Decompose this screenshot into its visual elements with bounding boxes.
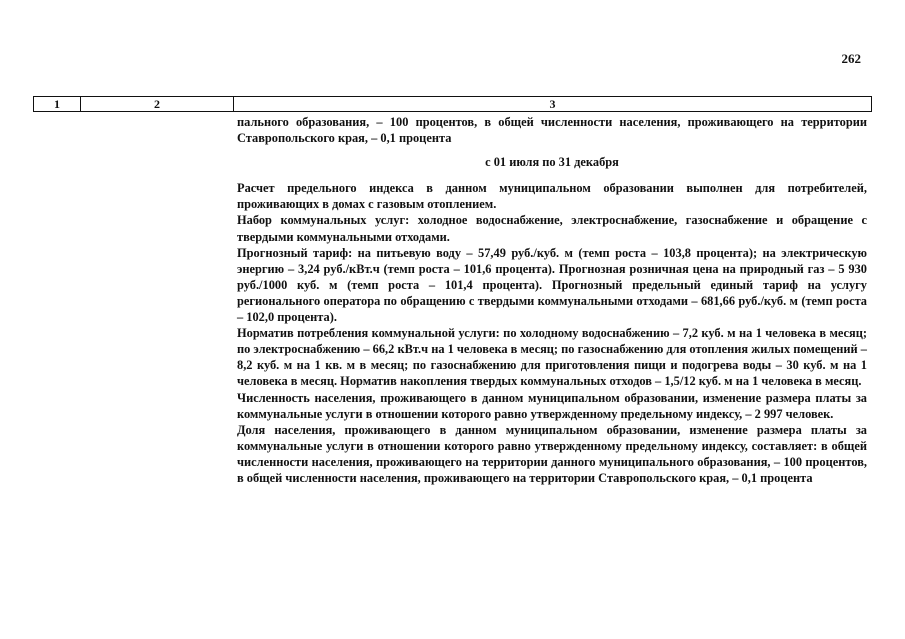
paragraph: Набор коммунальных услуг: холодное водоснабжение, электроснабжение, газоснабжение и обращение с твердыми коммунальными отходами.: [237, 213, 867, 244]
paragraph: Расчет предельного индекса в данном муниципальном образовании выполнен для потребителей, проживающих в домах с газовым отоплением.: [237, 181, 867, 212]
paragraph: Норматив потребления коммунальной услуги: по холодному водоснабжению – 7,2 куб. м на 1 человека в месяц; по электроснабжению – 66,2 кВт.ч на 1 человека в месяц; по газоснабжению для отопления жилых помещений – 8,2 куб. м на 1 кв. м в месяц; по газоснабжению для приготовления пищи и подогрева воды – 30 куб. м на 1 человека в месяц. Норматив накопления твердых коммунальных отходов – 1,5/12 куб. м на 1 человека в месяц.: [237, 326, 867, 389]
page-number: 262: [841, 51, 861, 66]
column-header-3: 3: [549, 97, 556, 111]
column-header-2: 2: [81, 97, 234, 111]
paragraph: Численность населения, проживающего в данном муниципальном образовании, изменение размера платы за коммунальные услуги в отношении которого равно утвержденному предельному индексу, – 2 997 человек.: [237, 390, 867, 421]
paragraph-continuation: пального образования, – 100 процентов, в общей численности населения, проживающего на территории Ставропольского края, – 0,1 процента: [237, 115, 867, 146]
column-header-1: 1: [34, 97, 81, 111]
table-cell-content: [237, 114, 867, 486]
table-column-header: [33, 96, 872, 112]
paragraph: Прогнозный тариф: на питьевую воду – 57,49 руб./куб. м (темп роста – 103,8 процента); на электрическую энергию – 3,24 руб./кВт.ч (темп роста – 101,6 процента). Прогнозная розничная цена на природный газ – 5 930 руб./1000 куб. м (темп роста – 101,4 процента). Прогнозный предельный единый тариф на услугу регионального оператора по обращению с твердыми коммунальными отходами – 681,66 руб./куб. м (темп роста – 102,0 процента).: [237, 245, 867, 325]
period-heading: с 01 июля по 31 декабря: [485, 155, 619, 170]
paragraph: Доля населения, проживающего в данном муниципальном образовании, изменение размера платы за коммунальные услуги в отношении которого равно утвержденному предельному индексу, составляет: в общей численности населения, проживающего на территории данного муниципального образования, – 100 процентов, в общей численности населения, проживающего на территории Ставропольского края, – 0,1 процента: [237, 422, 867, 485]
